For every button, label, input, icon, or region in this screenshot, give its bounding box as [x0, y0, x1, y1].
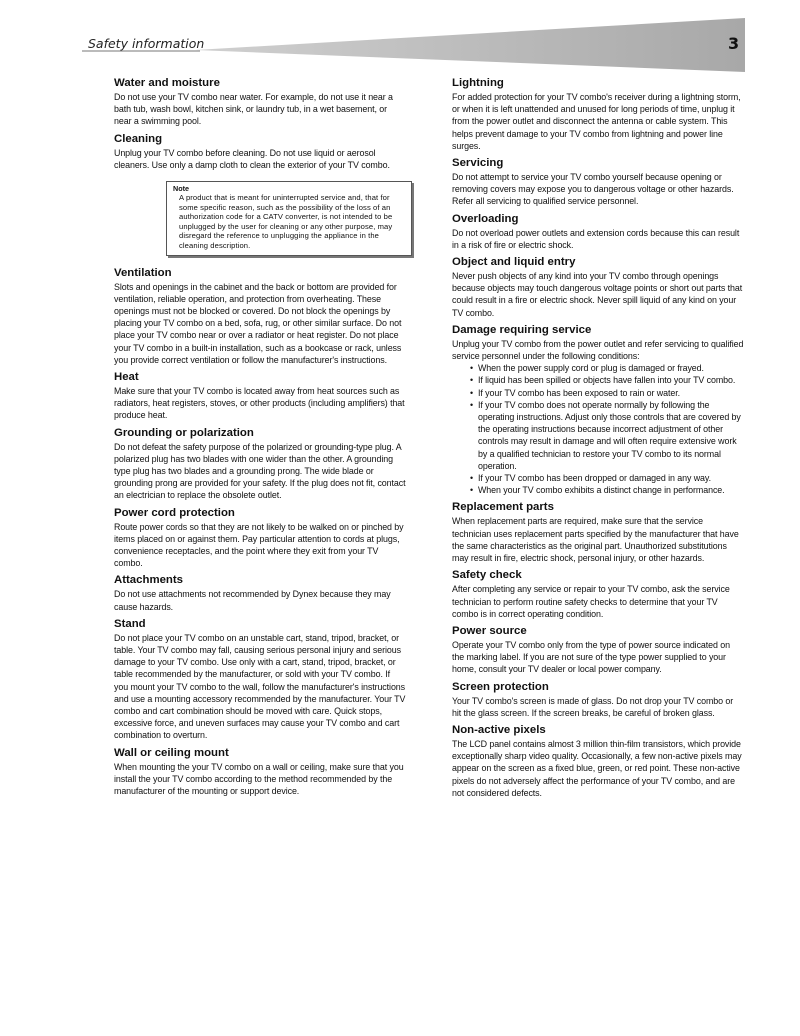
- section-heading: Wall or ceiling mount: [114, 746, 229, 759]
- section-object-entry: [452, 255, 744, 319]
- list-item: • If your TV combo has been exposed to rain or water.: [470, 387, 744, 399]
- section-heading: Damage requiring service: [452, 323, 592, 336]
- section-heading: Overloading: [452, 212, 519, 225]
- section-body: Route power cords so that they are not likely to be walked on or pinched by items placed on or against them. Pay particular attention to cords at plugs, convenience receptacles, and the point where they exit from your TV combo.: [114, 521, 404, 569]
- list-item: • If your TV combo has been dropped or damaged in any way.: [470, 472, 744, 484]
- section-replacement: [452, 500, 744, 564]
- section-damage: [452, 323, 744, 497]
- section-heat: [114, 370, 406, 422]
- section-heading: Object and liquid entry: [452, 256, 576, 269]
- section-heading: Lightning: [452, 77, 504, 89]
- section-heading: Power cord protection: [114, 506, 235, 519]
- section-title: Safety information: [88, 36, 205, 51]
- section-body: Do not use your TV combo near water. For example, do not use it near a bath tub, wash bowl, kitchen sink, or laundry tub, in a wet basement, or near a swimming pool.: [114, 92, 393, 127]
- section-wall-mount: [114, 746, 406, 798]
- section-body: Unplug your TV combo before cleaning. Do not use liquid or aerosol cleaners. Use only a damp cloth to clean the exterior of your TV combo.: [114, 147, 390, 170]
- section-heading: Non-active pixels: [452, 723, 546, 736]
- section-body: After completing any service or repair to your TV combo, ask the service technician to perform routine safety checks to determine that your TV combo is in correct operating condition.: [452, 584, 730, 619]
- section-non-active-pixels: [452, 723, 744, 799]
- section-stand: [114, 617, 406, 742]
- list-item: • If your TV combo does not operate normally by following the operating instructions. Adjust only those controls that are covered by the operating instructions because incorrect adjustment of other controls may result in damage and will often require extensive work by a qualified technician to restore your TV combo to its normal operation.: [470, 399, 744, 472]
- header-wedge: [195, 18, 745, 72]
- section-body: Slots and openings in the cabinet and the back or bottom are provided for ventilation, reliable operation, and protection from overheating. These openings must not be blocked or covered. Do not block the openings by placing your TV combo on a bed, sofa, rug, or other similar surface. Do not place your TV combo near or over a radiator or heat register. Do not place your TV combo in a built-in installation, such as a bookcase or rack, unless you provide correct ventilation or follow the manufacturer's instructions.: [114, 281, 402, 365]
- section-heading: Ventilation: [114, 266, 172, 279]
- page-header: [0, 0, 800, 80]
- section-body: Your TV combo's screen is made of glass. Do not drop your TV combo or hit the glass screen. If the screen breaks, be careful of broken glass.: [452, 695, 734, 718]
- note-text: A product that is meant for uninterrupted service and, that for some specific reason, such as the possibility of the loss of an authorization code for a CATV converter, is not intended to be unplugged by the user for cleaning or any other purpose, may disregard the reference to unplugging the appliance in the cleaning description.: [179, 193, 393, 250]
- right-column: [452, 76, 744, 803]
- damage-conditions-list: [452, 362, 744, 496]
- section-body: The LCD panel contains almost 3 million thin-film transistors, which provide exceptionally sharp video quality. Occasionally, a few non-active pixels may appear on the screen as a fixed blue, green, or red point. These non-active pixels do not adversely affect the performance of your TV combo, and are not considered defects.: [452, 738, 742, 798]
- section-body: Do not use attachments not recommended by Dynex because they may cause hazards.: [114, 589, 391, 612]
- section-heading: Safety check: [452, 569, 522, 582]
- section-body: Do not overload power outlets and extension cords because this can result in a risk of fire or electric shock.: [452, 227, 740, 250]
- section-servicing: [452, 156, 744, 208]
- section-body: For added protection for your TV combo's receiver during a lightning storm, or when it is left unattended and unused for long periods of time, unplug it from the power outlet and disconnect the antenna or cable system. This helps prevent damage to your TV combo from lightning and power line surges.: [452, 92, 741, 151]
- list-item: • When the power supply cord or plug is damaged or frayed.: [470, 362, 744, 374]
- section-body: When mounting the your TV combo on a wall or ceiling, make sure that you install the your TV combo according to the method recommended by the manufacturer of the mounting or support device.: [114, 761, 404, 797]
- section-power-source: [452, 624, 744, 676]
- section-overloading: [452, 212, 744, 251]
- section-heading: Grounding or polarization: [114, 426, 254, 439]
- section-heading: Replacement parts: [452, 501, 554, 514]
- section-screen-protection: [452, 680, 744, 719]
- section-lightning: [452, 76, 744, 152]
- section-body: Do not defeat the safety purpose of the polarized or grounding-type plug. A polarized plug has two blades with one wider than the other. A grounding type plug has two blades and a grounding prong. The wide blade or grounding prong are provided for your safety. If the plug does not fit, contact an electrician to replace the obsolete outlet.: [114, 441, 406, 501]
- list-item: • If liquid has been spilled or objects have fallen into your TV combo.: [470, 374, 744, 386]
- section-heading: Power source: [452, 624, 527, 637]
- section-body: Do not attempt to service your TV combo yourself because opening or removing covers may expose you to dangerous voltage or other hazards. Refer all servicing to qualified service personnel.: [452, 172, 734, 207]
- note-label: Note: [173, 184, 189, 194]
- section-attachments: [114, 573, 406, 612]
- left-column: [114, 76, 406, 801]
- section-ventilation: [114, 266, 406, 366]
- section-body: Never push objects of any kind into your TV combo through openings because objects may touch dangerous voltage points or short out parts that could result in a fire or electric shock. Never spill liquid of any kind on your TV combo.: [452, 271, 743, 318]
- page-number: 3: [728, 34, 740, 53]
- section-safety-check: [452, 568, 744, 620]
- section-heading: Attachments: [114, 574, 183, 587]
- section-body: Do not place your TV combo on an unstable cart, stand, tripod, bracket, or table. Your TV combo may fall, causing serious personal injury and serious damage to your TV combo. Use only with a cart, stand, tripod, bracket, or table recommended by the manufacturer, or sold with your TV combo. If you mount your TV combo to the wall, follow the manufacturer's instructions and use a mounting accessory recommended by the manufacturer. Your TV combo and cart combination should be moved with care. Quick stops, excessive force, and uneven surfaces may cause your TV combo and cart combination to overturn.: [114, 632, 406, 741]
- section-body: Operate your TV combo only from the type of power source indicated on the marking label. If you are not sure of the type power supplied to your home, consult your TV dealer or local power company.: [452, 639, 730, 675]
- section-heading: Heat: [114, 371, 139, 383]
- section-heading: Screen protection: [452, 680, 549, 693]
- section-body: Make sure that your TV combo is located away from heat sources such as radiators, heat registers, stoves, or other products (including amplifiers) that produce heat.: [114, 386, 405, 421]
- section-heading: Water and moisture: [114, 77, 220, 89]
- note-box: [166, 181, 412, 256]
- section-heading: Cleaning: [114, 132, 163, 145]
- list-item: • When your TV combo exhibits a distinct change in performance.: [470, 484, 744, 496]
- section-body: When replacement parts are required, make sure that the service technician uses replacement parts specified by the manufacturer that have the same characteristics as the original part. Unauthorized substitutions may result in fire, electric shock, personal injury, or other hazards.: [452, 516, 739, 564]
- section-grounding: [114, 426, 406, 502]
- section-heading: Stand: [114, 617, 146, 630]
- section-heading: Servicing: [452, 157, 504, 170]
- section-cleaning: [114, 132, 406, 171]
- section-water: [114, 76, 406, 128]
- section-body: Unplug your TV combo from the power outlet and refer servicing to qualified service personnel under the following conditions:: [452, 338, 744, 362]
- section-power-cord: [114, 506, 406, 570]
